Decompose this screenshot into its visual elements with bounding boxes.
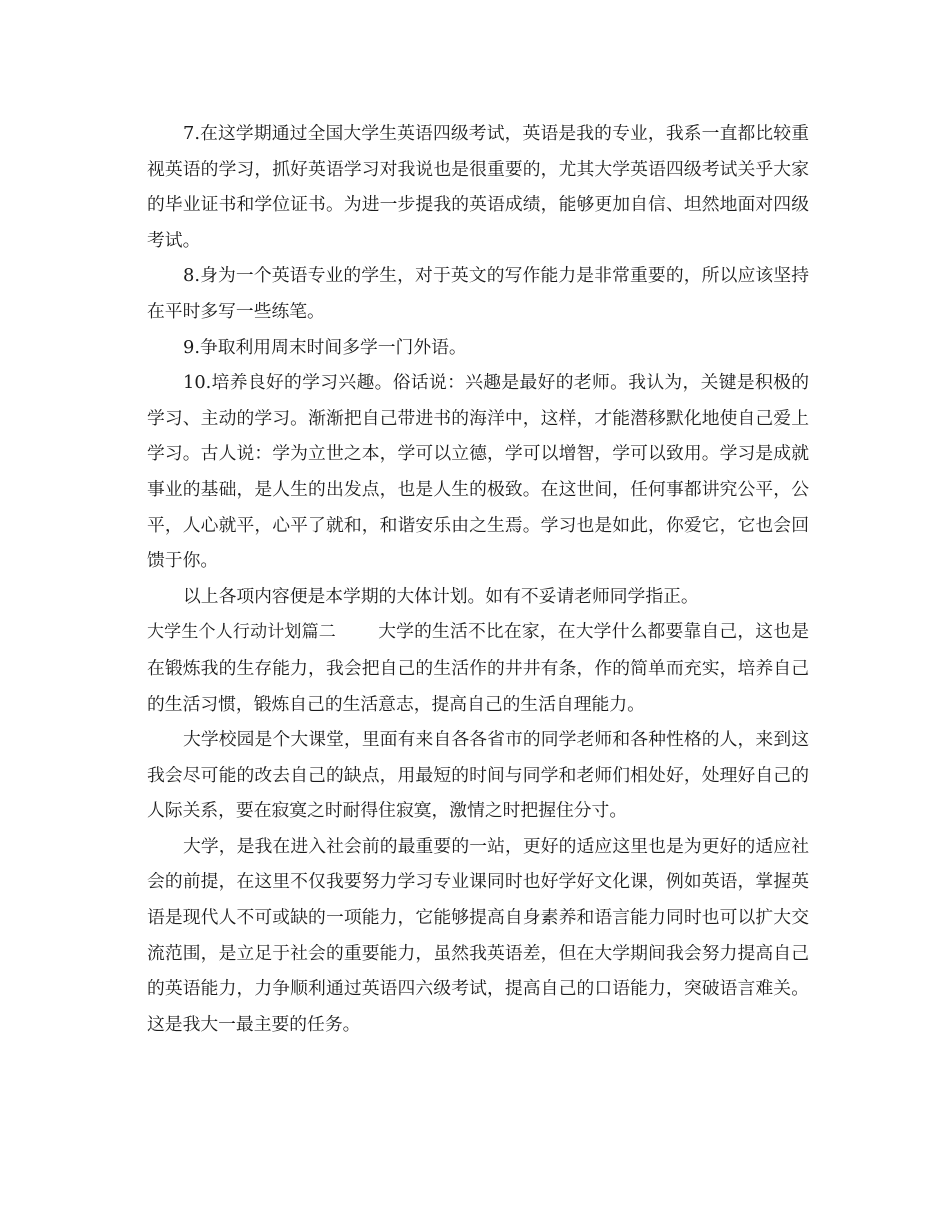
paragraph-item-10: 10.培养良好的学习兴趣。俗话说：兴趣是最好的老师。我认为，关键是积极的学习、主动的学习。渐渐把自己带进书的海洋中，这样，才能潜移默化地使自己爱上学习。古人说：学为立世之本，学可以立德，学可以增智，学可以致用。学习是成就事业的基础，是人生的出发点，也是人生的极致。在这世间，任何事都讲究公平，公平，人心就平，心平了就和，和谐安乐由之生焉。学习也是如此，你爱它，它也会回馈于你。 xyxy=(147,372,809,572)
section-two-first-paragraph: 大学的生活不比在家，在大学什么都要靠自己，这也是在锻炼我的生存能力，我会把自己的生活作的井井有条，作的简单而充实，培养自己的生活习惯，锻炼自己的生活意志，提高自己的生活自理能力。 xyxy=(147,621,809,715)
section-heading: 大学生个人行动计划篇二 xyxy=(147,622,336,643)
paragraph-item-7: 7.在这学期通过全国大学生英语四级考试，英语是我的专业，我系一直都比较重视英语的学习，抓好英语学习对我说也是很重要的，尤其大学英语四级考试关乎大家的毕业证书和学位证书。为进一步提我的英语成绩，能够更加自信、坦然地面对四级考试。 xyxy=(147,123,809,251)
document-page xyxy=(147,116,809,1042)
paragraph-item-8: 8.身为一个英语专业的学生，对于英文的写作能力是非常重要的，所以应该坚持在平时多写一些练笔。 xyxy=(147,265,809,322)
university-paragraph: 大学，是我在进入社会前的最重要的一站，更好的适应这里也是为更好的适应社会的前提，在这里不仅我要努力学习专业课同时也好学好文化课，例如英语，掌握英语是现代人不可或缺的一项能力，它能够提高自身素养和语言能力同时也可以扩大交流范围，是立足于社会的重要能力，虽然我英语差，但在大学期间我会努力提高自己的英语能力，力争顺利通过英语四六级考试，提高自己的口语能力，突破语言难关。这是我大一最主要的任务。 xyxy=(147,835,809,1035)
paragraph-item-9: 9.争取利用周末时间多学一门外语。 xyxy=(183,336,467,358)
campus-paragraph: 大学校园是个大课堂，里面有来自各各省市的同学老师和各种性格的人，来到这我会尽可能的改去自己的缺点，用最短的时间与同学和老师们相处好，处理好自己的人际关系，要在寂寞之时耐得住寂寞，激情之时把握住分寸。 xyxy=(147,729,809,822)
section-two-opening xyxy=(147,614,809,722)
plan-closing-paragraph: 以上各项内容便是本学期的大体计划。如有不妥请老师同学指正。 xyxy=(183,585,699,607)
